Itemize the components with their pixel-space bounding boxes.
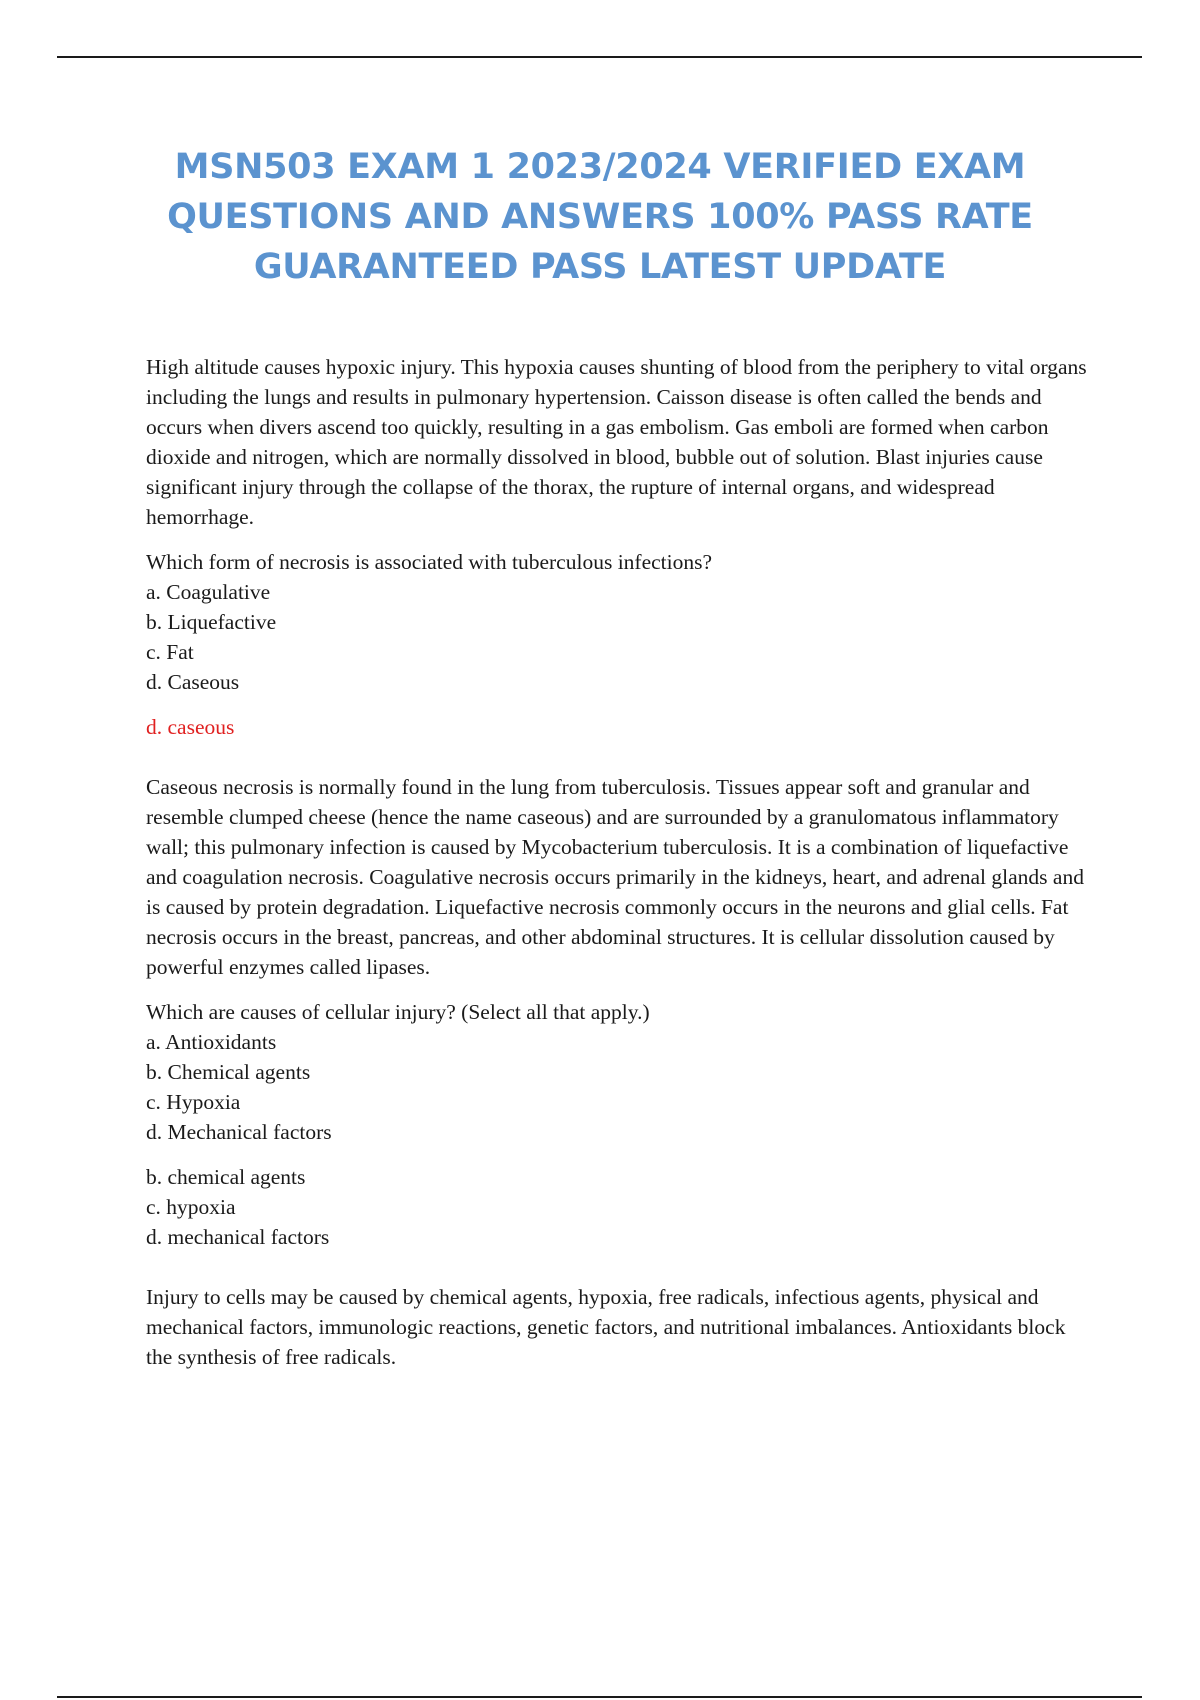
question-1-option-a: a. Coagulative [146,580,271,604]
question-1-option-d: d. Caseous [146,670,240,694]
question-2-option-b: b. Chemical agents [146,1060,311,1084]
question-1-option-c: c. Fat [146,640,194,664]
document-title [140,142,1060,292]
question-2-text: Which are causes of cellular injury? (Select all that apply.) [146,1000,650,1024]
bottom-rule [57,1696,1142,1698]
question-1-text: Which form of necrosis is associated with tuberculous infections? [146,550,713,574]
question-1-option-b: b. Liquefactive [146,610,277,634]
intro-paragraph: High altitude causes hypoxic injury. This hypoxia causes shunting of blood from the periphery to vital organs including the lungs and results in pulmonary hypertension. Caisson disease is often called the bends and occurs when divers ascend too quickly, resulting in a gas embolism. Gas emboli are formed when carbon dioxide and nitrogen, which are normally dissolved in blood, bubble out of solution. Blast injuries cause significant injury through the collapse of the thorax, the rupture of internal organs, and widespread hemorrhage. [146,355,1087,529]
question-2-answer-c: c. hypoxia [146,1195,236,1219]
question-2-option-c: c. Hypoxia [146,1090,241,1114]
question-1-explanation: Caseous necrosis is normally found in the lung from tuberculosis. Tissues appear soft and granular and resemble clumped cheese (hence the name caseous) and are surrounded by a granulomatous inflammatory wall; this pulmonary infection is caused by Mycobacterium tuberculosis. It is a combination of liquefactive and coagulation necrosis. Coagulative necrosis occurs primarily in the kidneys, heart, and adrenal glands and is caused by protein degradation. Liquefactive necrosis commonly occurs in the neurons and glial cells. Fat necrosis occurs in the breast, pancreas, and other abdominal structures. It is cellular dissolution caused by powerful enzymes called lipases. [146,775,1084,979]
title-line-1: MSN503 EXAM 1 2023/2024 VERIFIED EXAM [174,147,1026,187]
question-1-answer: d. caseous [146,715,235,739]
document-body [146,352,1096,1387]
question-2-options [146,1027,1096,1147]
question-2-option-a: a. Antioxidants [146,1030,277,1054]
question-1-options [146,577,1096,697]
question-2-answers [146,1162,1096,1252]
question-1 [146,547,1096,982]
question-2-option-d: d. Mechanical factors [146,1120,332,1144]
question-2-explanation: Injury to cells may be caused by chemical agents, hypoxia, free radicals, infectious agents, physical and mechanical factors, immunologic reactions, genetic factors, and nutritional imbalances. Antioxidants block the synthesis of free radicals. [146,1285,1066,1369]
title-line-3: GUARANTEED PASS LATEST UPDATE [253,247,947,287]
title-line-2: QUESTIONS AND ANSWERS 100% PASS RATE [167,197,1033,237]
question-2 [146,997,1096,1372]
question-2-answer-b: b. chemical agents [146,1165,306,1189]
question-2-answer-d: d. mechanical factors [146,1225,330,1249]
top-rule [57,56,1142,58]
